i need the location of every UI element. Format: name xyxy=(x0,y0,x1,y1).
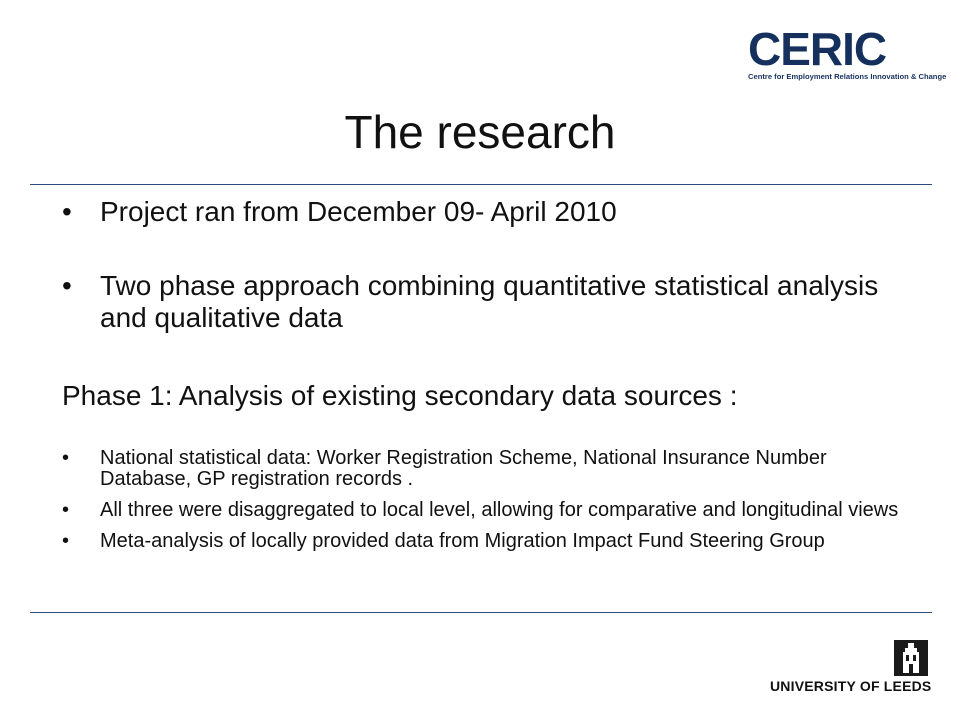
bullet-two-phase: • Two phase approach combining quantitative statistical analysis and qualitative data xyxy=(62,270,922,334)
ceric-wordmark: CERIC xyxy=(748,23,887,75)
phase-heading: Phase 1: Analysis of existing secondary data sources : xyxy=(62,380,738,411)
ceric-tagline: Centre for Employment Relations Innovation & Change xyxy=(748,72,947,81)
ceric-logo xyxy=(748,23,947,81)
slide-title: The research xyxy=(344,106,616,158)
sub-bullet-national-data: • National statistical data: Worker Registration Scheme, National Insurance Number Database, GP registration records . xyxy=(62,448,912,490)
university-name: UNIVERSITY OF LEEDS xyxy=(770,678,932,694)
sub-bullet-meta-analysis: • Meta-analysis of locally provided data from Migration Impact Fund Steering Group xyxy=(62,531,912,552)
top-divider xyxy=(30,184,932,185)
sub-bullet-list xyxy=(62,448,912,562)
sub-bullet-disaggregated: • All three were disaggregated to local level, allowing for comparative and longitudinal views xyxy=(62,500,912,521)
leeds-tower-icon xyxy=(894,640,928,676)
bottom-divider xyxy=(30,612,932,613)
bullet-project-dates: • Project ran from December 09- April 2010 xyxy=(62,196,922,228)
university-logo xyxy=(770,640,932,696)
main-bullet-list xyxy=(62,196,922,334)
